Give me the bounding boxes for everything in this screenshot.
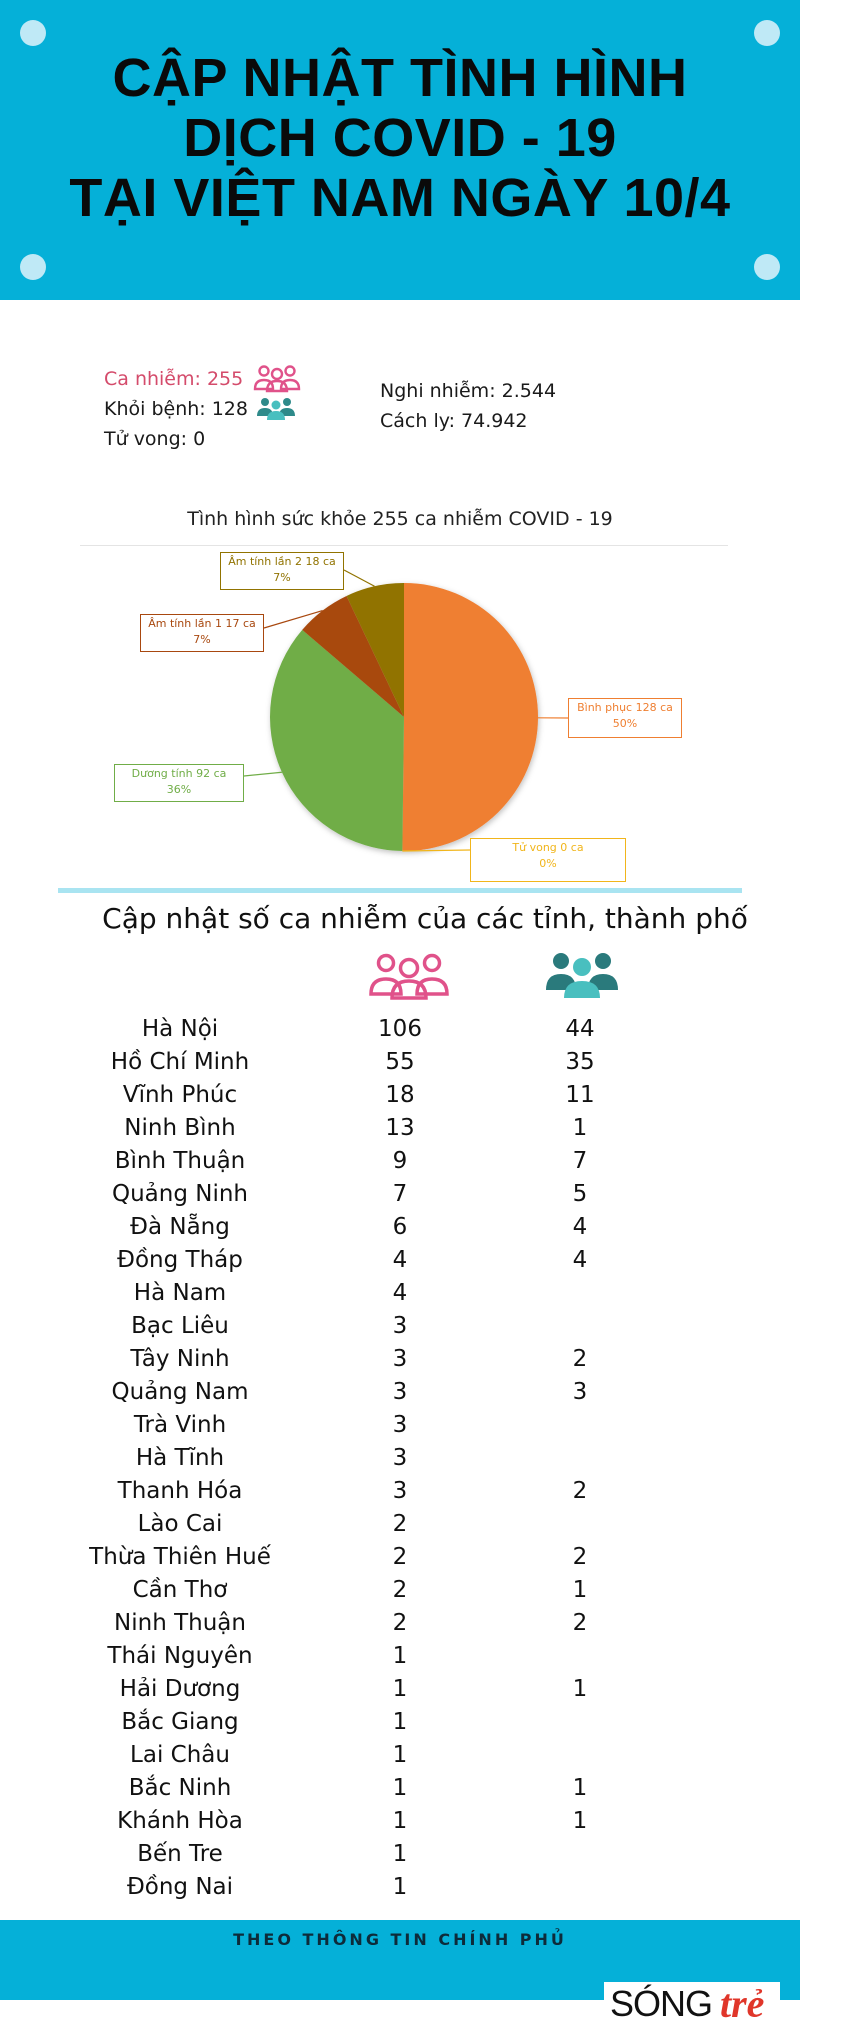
province-name: Hồ Chí Minh: [80, 1047, 280, 1077]
pie-leader-line: [344, 570, 375, 586]
province-infected-count: 3: [350, 1311, 450, 1341]
pie-label-text: Tử vong 0 ca: [474, 840, 622, 856]
province-name: Quảng Ninh: [80, 1179, 280, 1209]
province-name: Lai Châu: [80, 1740, 280, 1770]
pie-slice: [402, 583, 538, 851]
pie-label-percent: 7%: [144, 632, 260, 648]
title-line-1: CẬP NHẬT TÌNH HÌNH: [0, 48, 800, 108]
province-name: Khánh Hòa: [80, 1806, 280, 1836]
province-infected-count: 3: [350, 1377, 450, 1407]
pie-chart: [0, 0, 800, 890]
province-infected-count: 4: [350, 1245, 450, 1275]
province-recovered-count: 4: [530, 1212, 630, 1242]
pie-label-percent: 50%: [572, 716, 678, 732]
chart-title: Tình hình sức khỏe 255 ca nhiễm COVID - 19: [0, 508, 800, 530]
pie-data-label: [568, 698, 682, 738]
stat-deaths: Tử vong: 0: [104, 427, 205, 451]
province-name: Bắc Ninh: [80, 1773, 280, 1803]
province-recovered-count: 44: [530, 1014, 630, 1044]
group-icon-outline-pink: [367, 948, 451, 1000]
province-infected-count: 2: [350, 1608, 450, 1638]
province-name: Bến Tre: [80, 1839, 280, 1869]
section-divider: [58, 888, 742, 893]
province-name: Hà Nội: [80, 1014, 280, 1044]
province-name: Đồng Nai: [80, 1872, 280, 1902]
province-name: Hải Dương: [80, 1674, 280, 1704]
province-infected-count: 9: [350, 1146, 450, 1176]
province-recovered-count: 1: [530, 1806, 630, 1836]
pie-data-label: [140, 614, 264, 652]
pie-label-percent: 36%: [118, 782, 240, 798]
province-infected-count: 1: [350, 1806, 450, 1836]
province-infected-count: 1: [350, 1707, 450, 1737]
province-infected-count: 1: [350, 1641, 450, 1671]
pie-label-text: Âm tính lần 1 17 ca: [144, 616, 260, 632]
province-name: Hà Nam: [80, 1278, 280, 1308]
pie-label-percent: 0%: [474, 856, 622, 872]
province-infected-count: 2: [350, 1509, 450, 1539]
stat-recovered: Khỏi bệnh: 128: [104, 397, 248, 421]
pie-leader-line: [244, 772, 282, 776]
pie-label-text: Bình phục 128 ca: [572, 700, 678, 716]
logo-text-song: SÓNG: [610, 1983, 712, 2025]
province-recovered-count: 2: [530, 1542, 630, 1572]
province-name: Lào Cai: [80, 1509, 280, 1539]
province-name: Bắc Giang: [80, 1707, 280, 1737]
province-infected-count: 1: [350, 1872, 450, 1902]
province-recovered-count: 1: [530, 1113, 630, 1143]
province-name: Vĩnh Phúc: [80, 1080, 280, 1110]
province-name: Đà Nẵng: [80, 1212, 280, 1242]
title-line-3: TẠI VIỆT NAM NGÀY 10/4: [0, 168, 800, 228]
province-recovered-count: 1: [530, 1575, 630, 1605]
title-line-2: DỊCH COVID - 19: [0, 108, 800, 168]
stat-suspected: Nghi nhiễm: 2.544: [380, 379, 556, 403]
province-recovered-count: 3: [530, 1377, 630, 1407]
province-infected-count: 13: [350, 1113, 450, 1143]
province-recovered-count: 1: [530, 1674, 630, 1704]
province-recovered-count: 1: [530, 1773, 630, 1803]
pie-label-text: Dương tính 92 ca: [118, 766, 240, 782]
province-infected-count: 1: [350, 1839, 450, 1869]
province-recovered-count: 2: [530, 1608, 630, 1638]
province-infected-count: 4: [350, 1278, 450, 1308]
province-infected-count: 1: [350, 1674, 450, 1704]
province-recovered-count: 5: [530, 1179, 630, 1209]
province-name: Trà Vinh: [80, 1410, 280, 1440]
province-infected-count: 18: [350, 1080, 450, 1110]
province-name: Đồng Tháp: [80, 1245, 280, 1275]
stat-infected: Ca nhiễm: 255: [104, 367, 243, 391]
province-name: Tây Ninh: [80, 1344, 280, 1374]
province-name: Thái Nguyên: [80, 1641, 280, 1671]
brand-logo: [604, 1982, 780, 2026]
province-infected-count: 6: [350, 1212, 450, 1242]
province-infected-count: 1: [350, 1773, 450, 1803]
province-name: Bạc Liêu: [80, 1311, 280, 1341]
province-infected-count: 3: [350, 1344, 450, 1374]
province-name: Thanh Hóa: [80, 1476, 280, 1506]
province-recovered-count: 2: [530, 1344, 630, 1374]
province-infected-count: 55: [350, 1047, 450, 1077]
stat-quarantined: Cách ly: 74.942: [380, 409, 528, 433]
pie-label-text: Âm tính lần 2 18 ca: [224, 554, 340, 570]
group-icon-filled-teal: [544, 948, 620, 1000]
province-name: Ninh Bình: [80, 1113, 280, 1143]
province-name: Thừa Thiên Huế: [80, 1542, 280, 1572]
pie-data-label: [220, 552, 344, 590]
table-title: Cập nhật số ca nhiễm của các tỉnh, thành phố: [0, 902, 850, 935]
province-infected-count: 3: [350, 1410, 450, 1440]
province-recovered-count: 11: [530, 1080, 630, 1110]
source-note: THEO THÔNG TIN CHÍNH PHỦ: [0, 1930, 800, 1949]
province-infected-count: 3: [350, 1443, 450, 1473]
logo-text-tre: trẻ: [720, 1980, 764, 2027]
province-name: Hà Tĩnh: [80, 1443, 280, 1473]
province-infected-count: 1: [350, 1740, 450, 1770]
province-infected-count: 3: [350, 1476, 450, 1506]
province-name: Quảng Nam: [80, 1377, 280, 1407]
province-infected-count: 2: [350, 1575, 450, 1605]
pie-data-label: [470, 838, 626, 882]
pie-label-percent: 7%: [224, 570, 340, 586]
province-name: Ninh Thuận: [80, 1608, 280, 1638]
pie-data-label: [114, 764, 244, 802]
province-recovered-count: 2: [530, 1476, 630, 1506]
province-infected-count: 106: [350, 1014, 450, 1044]
province-infected-count: 2: [350, 1542, 450, 1572]
province-infected-count: 7: [350, 1179, 450, 1209]
province-name: Bình Thuận: [80, 1146, 280, 1176]
province-recovered-count: 35: [530, 1047, 630, 1077]
province-recovered-count: 7: [530, 1146, 630, 1176]
province-recovered-count: 4: [530, 1245, 630, 1275]
province-name: Cần Thơ: [80, 1575, 280, 1605]
